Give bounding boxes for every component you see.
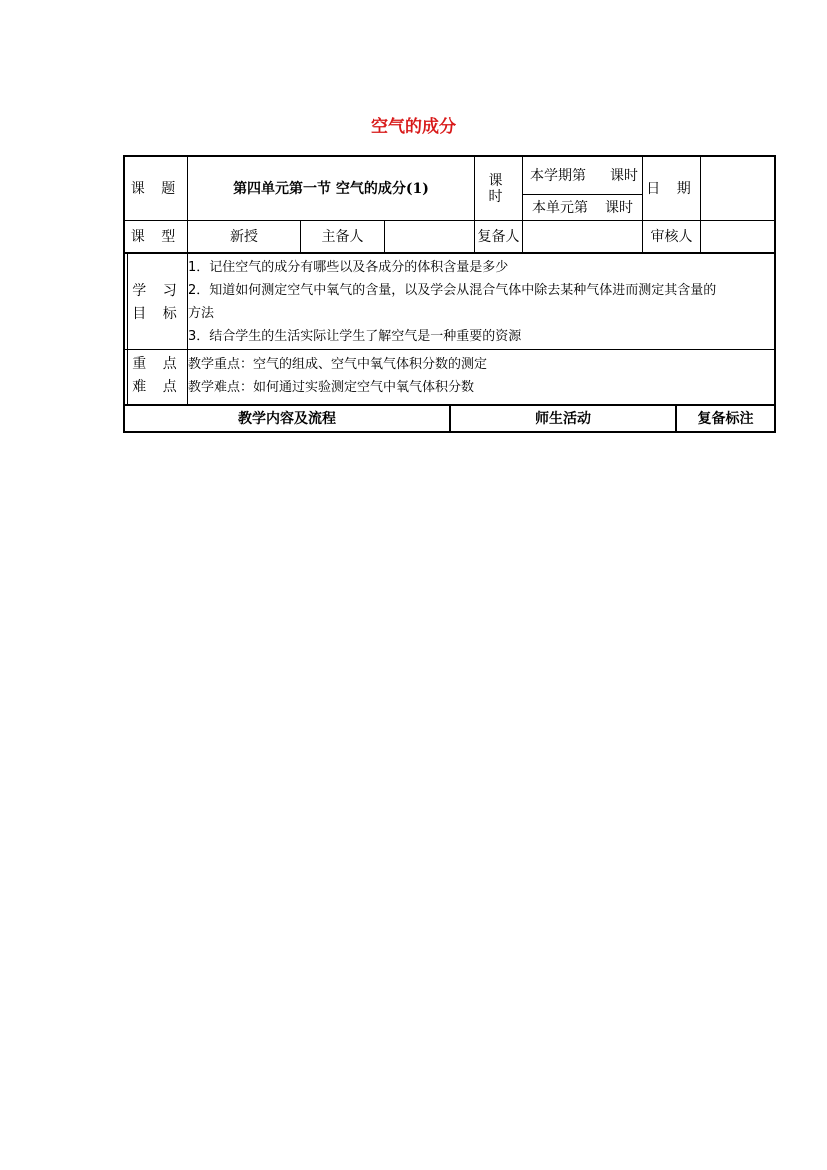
co-preparer-label: 复备人	[477, 228, 520, 245]
unit-periods-prefix: 本单元第	[532, 200, 588, 216]
key-point-text: 教学重点：空气的组成、空气中氧气体积分数的测定	[188, 357, 488, 372]
objective-item-2-continued: 方法	[188, 306, 215, 321]
topic-value: 第四单元第一节 空气的成分(1)	[233, 180, 429, 197]
main-preparer-value	[385, 221, 474, 252]
keypoints-label	[128, 351, 187, 404]
objective-item-3: 3．结合学生的生活实际让学生了解空气是一种重要的资源	[188, 329, 522, 344]
topic-label: 课 题	[130, 180, 182, 197]
period-label: 课 时	[488, 172, 509, 205]
semester-periods-suffix: 课时	[610, 168, 638, 184]
keypoints-content	[188, 353, 774, 404]
semester-periods	[523, 157, 642, 194]
unit-periods-suffix: 课时	[605, 200, 633, 216]
type-value: 新授	[230, 228, 258, 245]
objectives-list	[188, 256, 774, 349]
objective-item-1: 1．记住空气的成分有哪些以及各成分的体积含量是多少	[188, 260, 509, 275]
annotation-header: 复备标注	[697, 410, 754, 427]
activity-header: 师生活动	[535, 410, 591, 427]
objective-item-2: 2．知道如何测定空气中氧气的含量，以及学会从混合气体中除去某种气体进而测定其含量的	[188, 283, 717, 298]
difficulty-text: 教学难点：如何通过实验测定空气中氧气体积分数	[188, 380, 475, 395]
date-value	[701, 157, 774, 220]
semester-periods-prefix: 本学期第	[530, 168, 586, 184]
objectives-label-line1: 学 习	[132, 283, 183, 299]
objectives-label	[128, 254, 187, 349]
row-divider-objectives	[123, 349, 776, 350]
unit-periods	[523, 195, 642, 220]
date-label: 日 期	[646, 180, 697, 197]
objectives-label-line2: 目 标	[132, 306, 183, 322]
main-preparer-label: 主备人	[321, 228, 364, 245]
keypoints-label-line2: 难 点	[132, 379, 183, 395]
document-title: 空气的成分	[371, 117, 456, 137]
row-divider-type	[123, 252, 776, 254]
reviewer-value	[701, 221, 774, 252]
content-flow-header: 教学内容及流程	[238, 410, 336, 427]
keypoints-label-line1: 重 点	[132, 356, 183, 372]
type-label: 课 型	[130, 228, 182, 245]
co-preparer-value	[523, 221, 642, 252]
table-border-right	[774, 155, 776, 433]
reviewer-label: 审核人	[650, 228, 693, 245]
